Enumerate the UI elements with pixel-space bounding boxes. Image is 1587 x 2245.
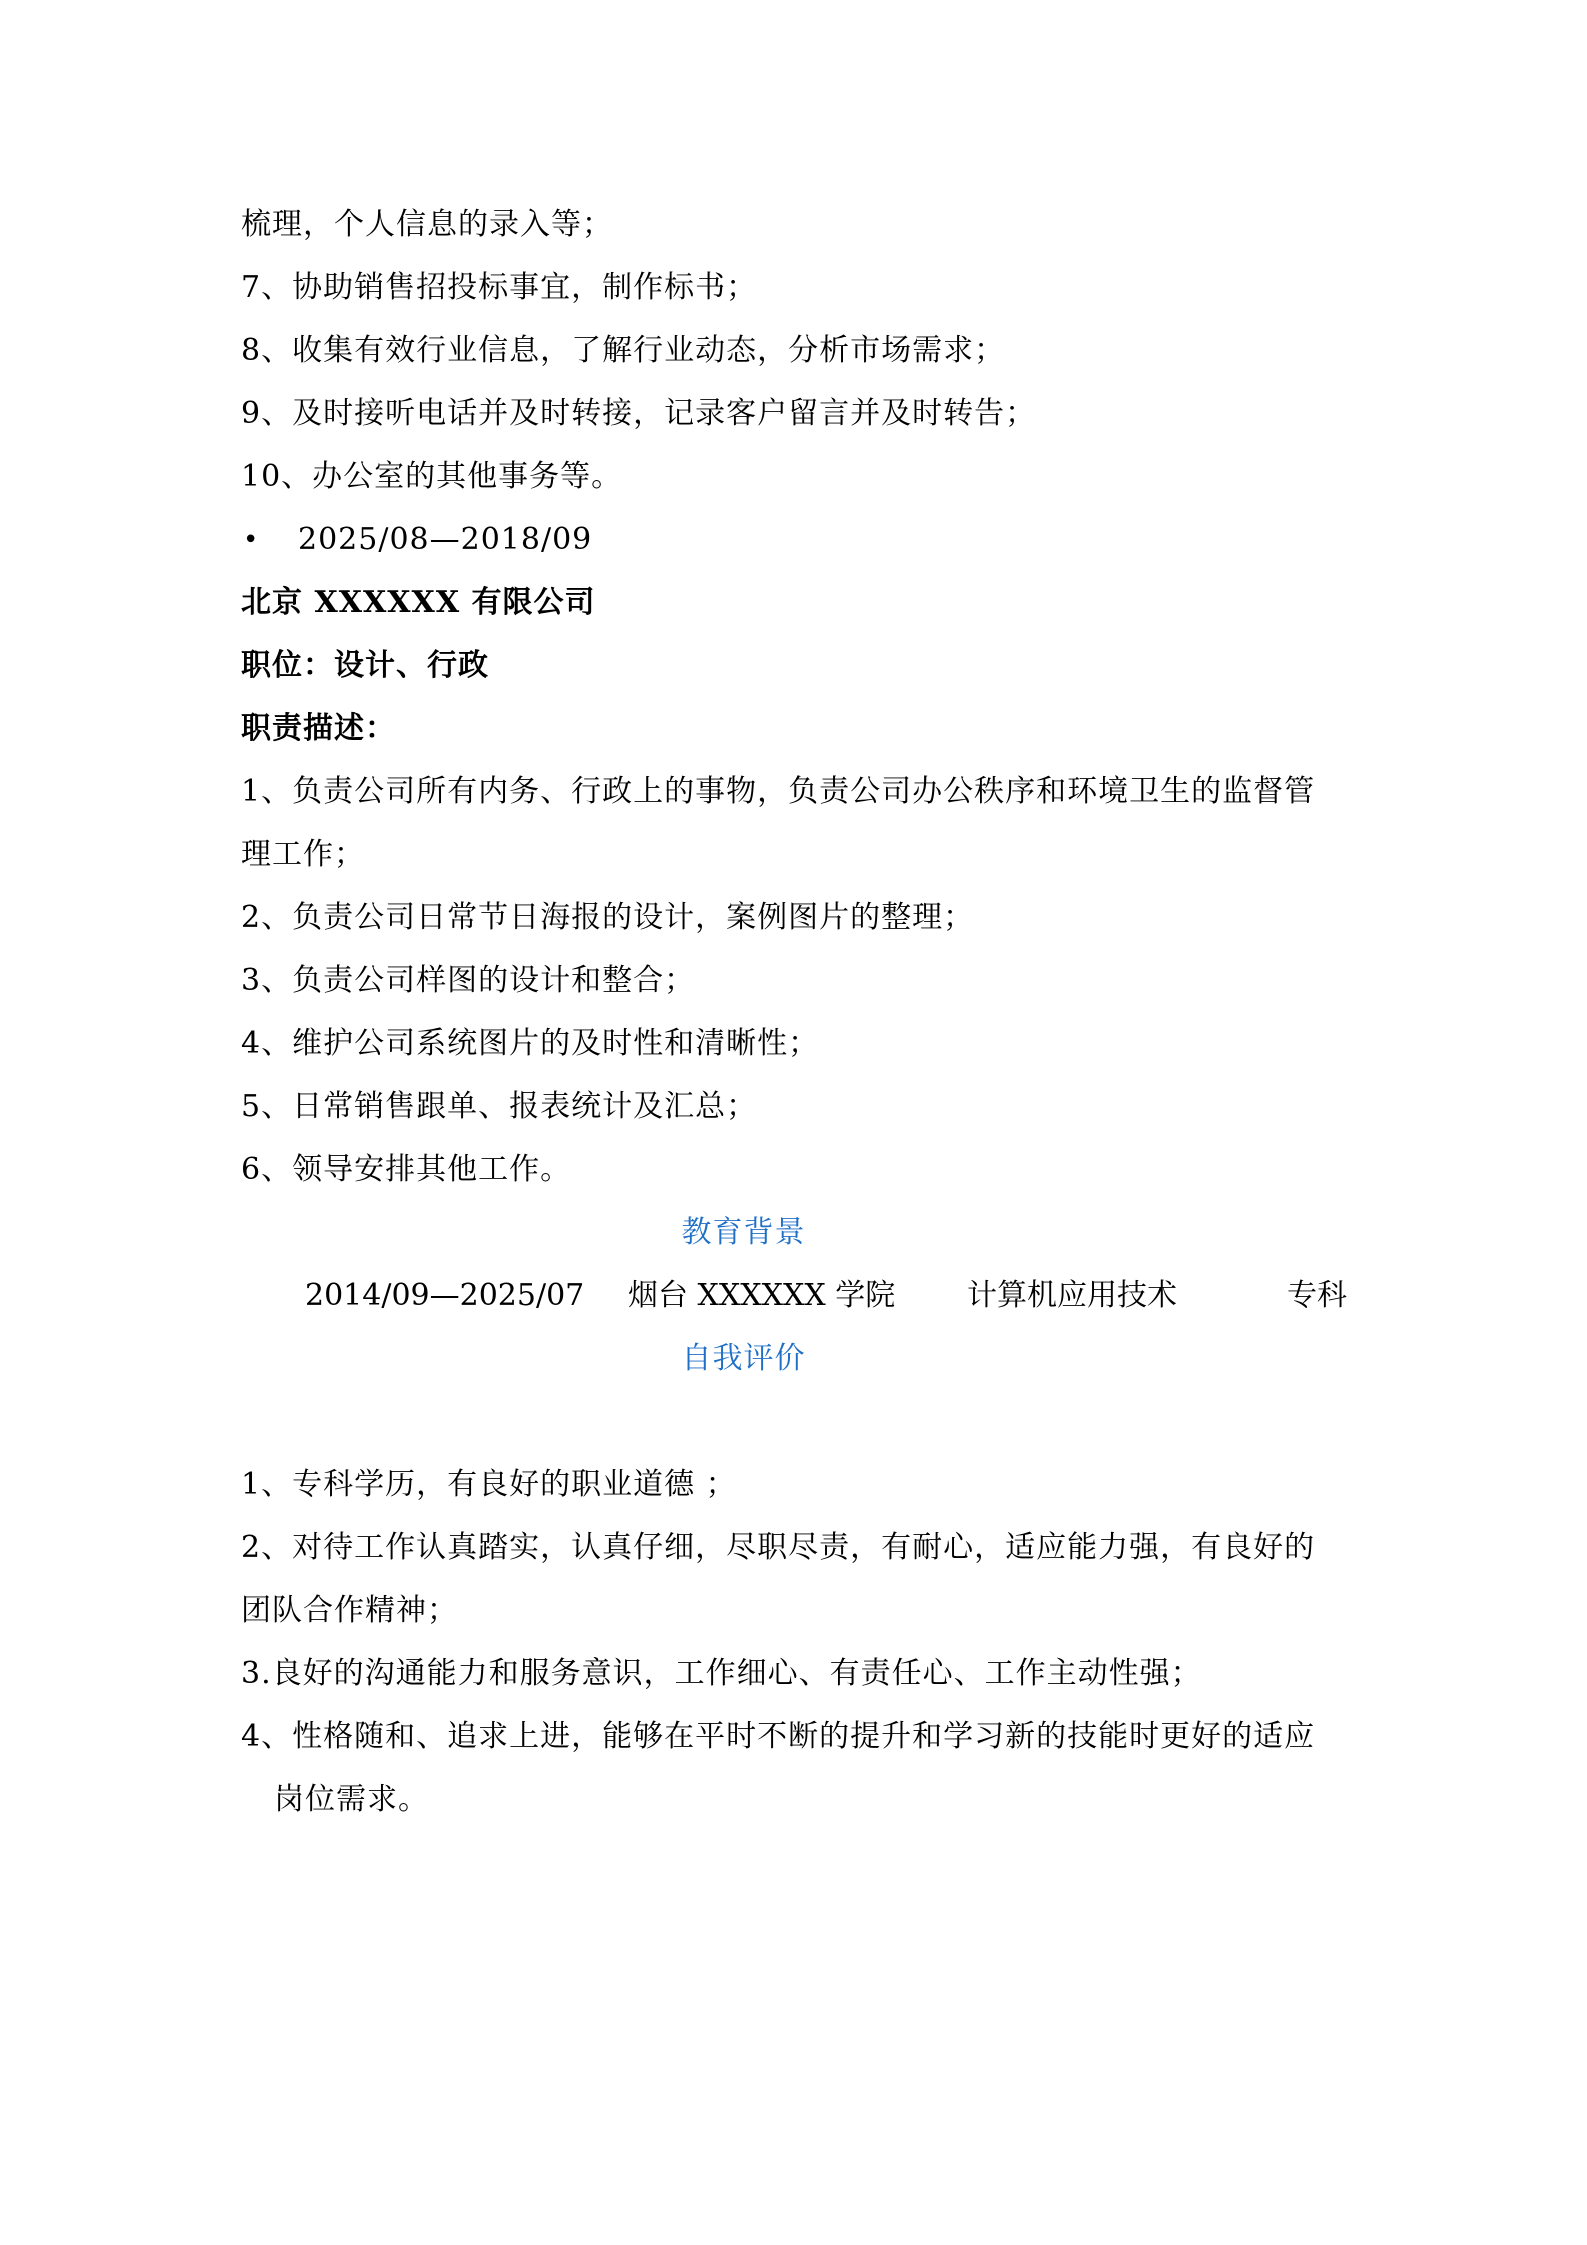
duty-line: 3、负责公司样图的设计和整合； — [241, 963, 696, 998]
education-school: 烟台 XXXXXX 学院 — [628, 1278, 896, 1313]
self-eval-line: 4、性格随和、追求上进，能够在平时不断的提升和学习新的技能时更好的适应 — [241, 1719, 1316, 1754]
self-eval-line: 3.良好的沟通能力和服务意识，工作细心、有责任心、工作主动性强； — [241, 1656, 1202, 1691]
duty-line: 8、收集有效行业信息，了解行业动态，分析市场需求； — [241, 333, 1006, 368]
job-period: 2025/08—2018/09 — [298, 522, 593, 557]
duty-line: 梳理，个人信息的录入等； — [241, 207, 613, 242]
duty-line: 10、办公室的其他事务等。 — [241, 459, 623, 494]
self-eval-line: 2、对待工作认真踏实，认真仔细，尽职尽责，有耐心，适应能力强，有良好的 — [241, 1530, 1316, 1565]
duty-line: 9、及时接听电话并及时转接，记录客户留言并及时转告； — [241, 396, 1037, 431]
duty-line: 5、日常销售跟单、报表统计及汇总； — [241, 1089, 758, 1124]
self-eval-line: 1、专科学历，有良好的职业道德 ； — [241, 1467, 737, 1502]
company-name: 北京 XXXXXX 有限公司 — [241, 585, 596, 620]
education-period: 2014/09—2025/07 — [305, 1278, 585, 1313]
duty-line: 2、负责公司日常节日海报的设计，案例图片的整理； — [241, 900, 975, 935]
duty-line: 理工作； — [241, 837, 365, 872]
self-eval-heading: 自我评价 — [681, 1341, 806, 1376]
self-eval-line: 岗位需求。 — [274, 1782, 429, 1817]
duties-label: 职责描述： — [241, 711, 396, 746]
duty-line: 1、负责公司所有内务、行政上的事物，负责公司办公秩序和环境卫生的监督管 — [241, 774, 1316, 809]
education-degree: 专科 — [1287, 1278, 1347, 1313]
education-heading: 教育背景 — [681, 1215, 806, 1250]
bullet-icon: • — [243, 525, 259, 555]
self-eval-line: 团队合作精神； — [241, 1593, 458, 1628]
duty-line: 7、协助销售招投标事宜，制作标书； — [241, 270, 758, 305]
job-position: 职位：设计、行政 — [241, 648, 489, 683]
education-major: 计算机应用技术 — [967, 1278, 1177, 1313]
duty-line: 6、领导安排其他工作。 — [241, 1152, 572, 1187]
duty-line: 4、维护公司系统图片的及时性和清晰性； — [241, 1026, 820, 1061]
